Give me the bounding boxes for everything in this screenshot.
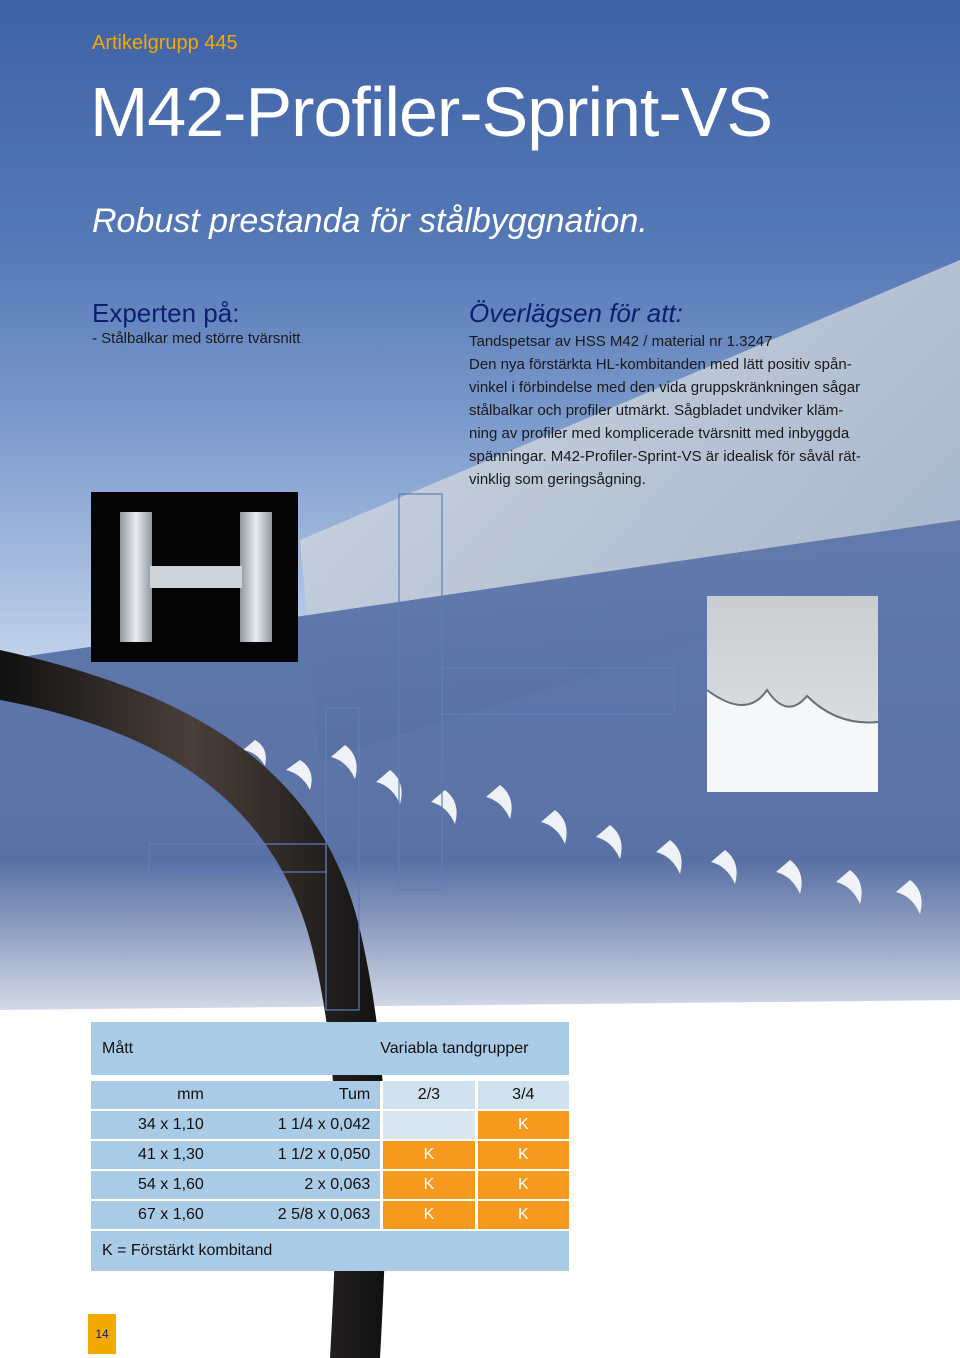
cell-group-3-4: K [475, 1201, 569, 1229]
description-line: vinkel i förbindelse med den vida gruppskränkningen sågar [469, 379, 861, 396]
table-group-header [91, 1022, 569, 1075]
column-mm: mm [91, 1081, 204, 1109]
description-line: Den nya förstärkta HL-kombitanden med lätt positiv spån- [469, 356, 852, 373]
description-line: Tandspetsar av HSS M42 / material nr 1.3247 [469, 333, 773, 350]
dimensions-group-label: Mått [91, 1022, 380, 1075]
cell-group-2-3: K [380, 1141, 474, 1169]
superior-heading: Överlägsen för att: [469, 298, 683, 328]
cell-tum: 1 1/2 x 0,050 [204, 1141, 380, 1169]
variable-tooth-groups-label: Variabla tandgrupper [380, 1022, 569, 1075]
cell-group-3-4: K [475, 1111, 569, 1139]
spec-table [91, 1022, 569, 1271]
cell-group-2-3 [380, 1111, 474, 1139]
h-profile-photo [91, 492, 298, 662]
column-group-3-4: 3/4 [475, 1081, 569, 1109]
table-row [91, 1111, 569, 1139]
article-group-label: Artikelgrupp 445 [92, 32, 238, 54]
expert-heading: Experten på: [92, 298, 240, 328]
tooth-closeup-photo [707, 596, 878, 792]
expert-item: - Stålbalkar med större tvärsnitt [92, 330, 301, 347]
cell-mm: 67 x 1,60 [91, 1201, 204, 1229]
description-line: stålbalkar och profiler utmärkt. Sågbladet undviker kläm- [469, 402, 844, 419]
cell-mm: 34 x 1,10 [91, 1111, 204, 1139]
cell-group-3-4: K [475, 1141, 569, 1169]
table-footnote-row [91, 1231, 569, 1271]
table-column-header [91, 1081, 569, 1109]
description-line: spänningar. M42-Profiler-Sprint-VS är idealisk för såväl rät- [469, 448, 861, 465]
page-title: M42-Profiler-Sprint-VS [90, 73, 773, 151]
table-row [91, 1141, 569, 1169]
cell-tum: 2 x 0,063 [204, 1171, 380, 1199]
cell-mm: 41 x 1,30 [91, 1141, 204, 1169]
cell-mm: 54 x 1,60 [91, 1171, 204, 1199]
page-subtitle: Robust prestanda för stålbyggnation. [92, 202, 648, 240]
cell-group-2-3: K [380, 1171, 474, 1199]
table-row [91, 1201, 569, 1229]
cell-group-2-3: K [380, 1201, 474, 1229]
column-tum: Tum [204, 1081, 380, 1109]
page-number: 14 [88, 1314, 116, 1354]
table-footnote: K = Förstärkt kombitand [91, 1231, 569, 1271]
description-line: ning av profiler med komplicerade tvärsnitt med inbyggda [469, 425, 850, 442]
cell-tum: 2 5/8 x 0,063 [204, 1201, 380, 1229]
cell-tum: 1 1/4 x 0,042 [204, 1111, 380, 1139]
description-line: vinklig som geringsågning. [469, 471, 646, 488]
table-row [91, 1171, 569, 1199]
cell-group-3-4: K [475, 1171, 569, 1199]
superior-description [469, 330, 881, 491]
column-group-2-3: 2/3 [380, 1081, 474, 1109]
